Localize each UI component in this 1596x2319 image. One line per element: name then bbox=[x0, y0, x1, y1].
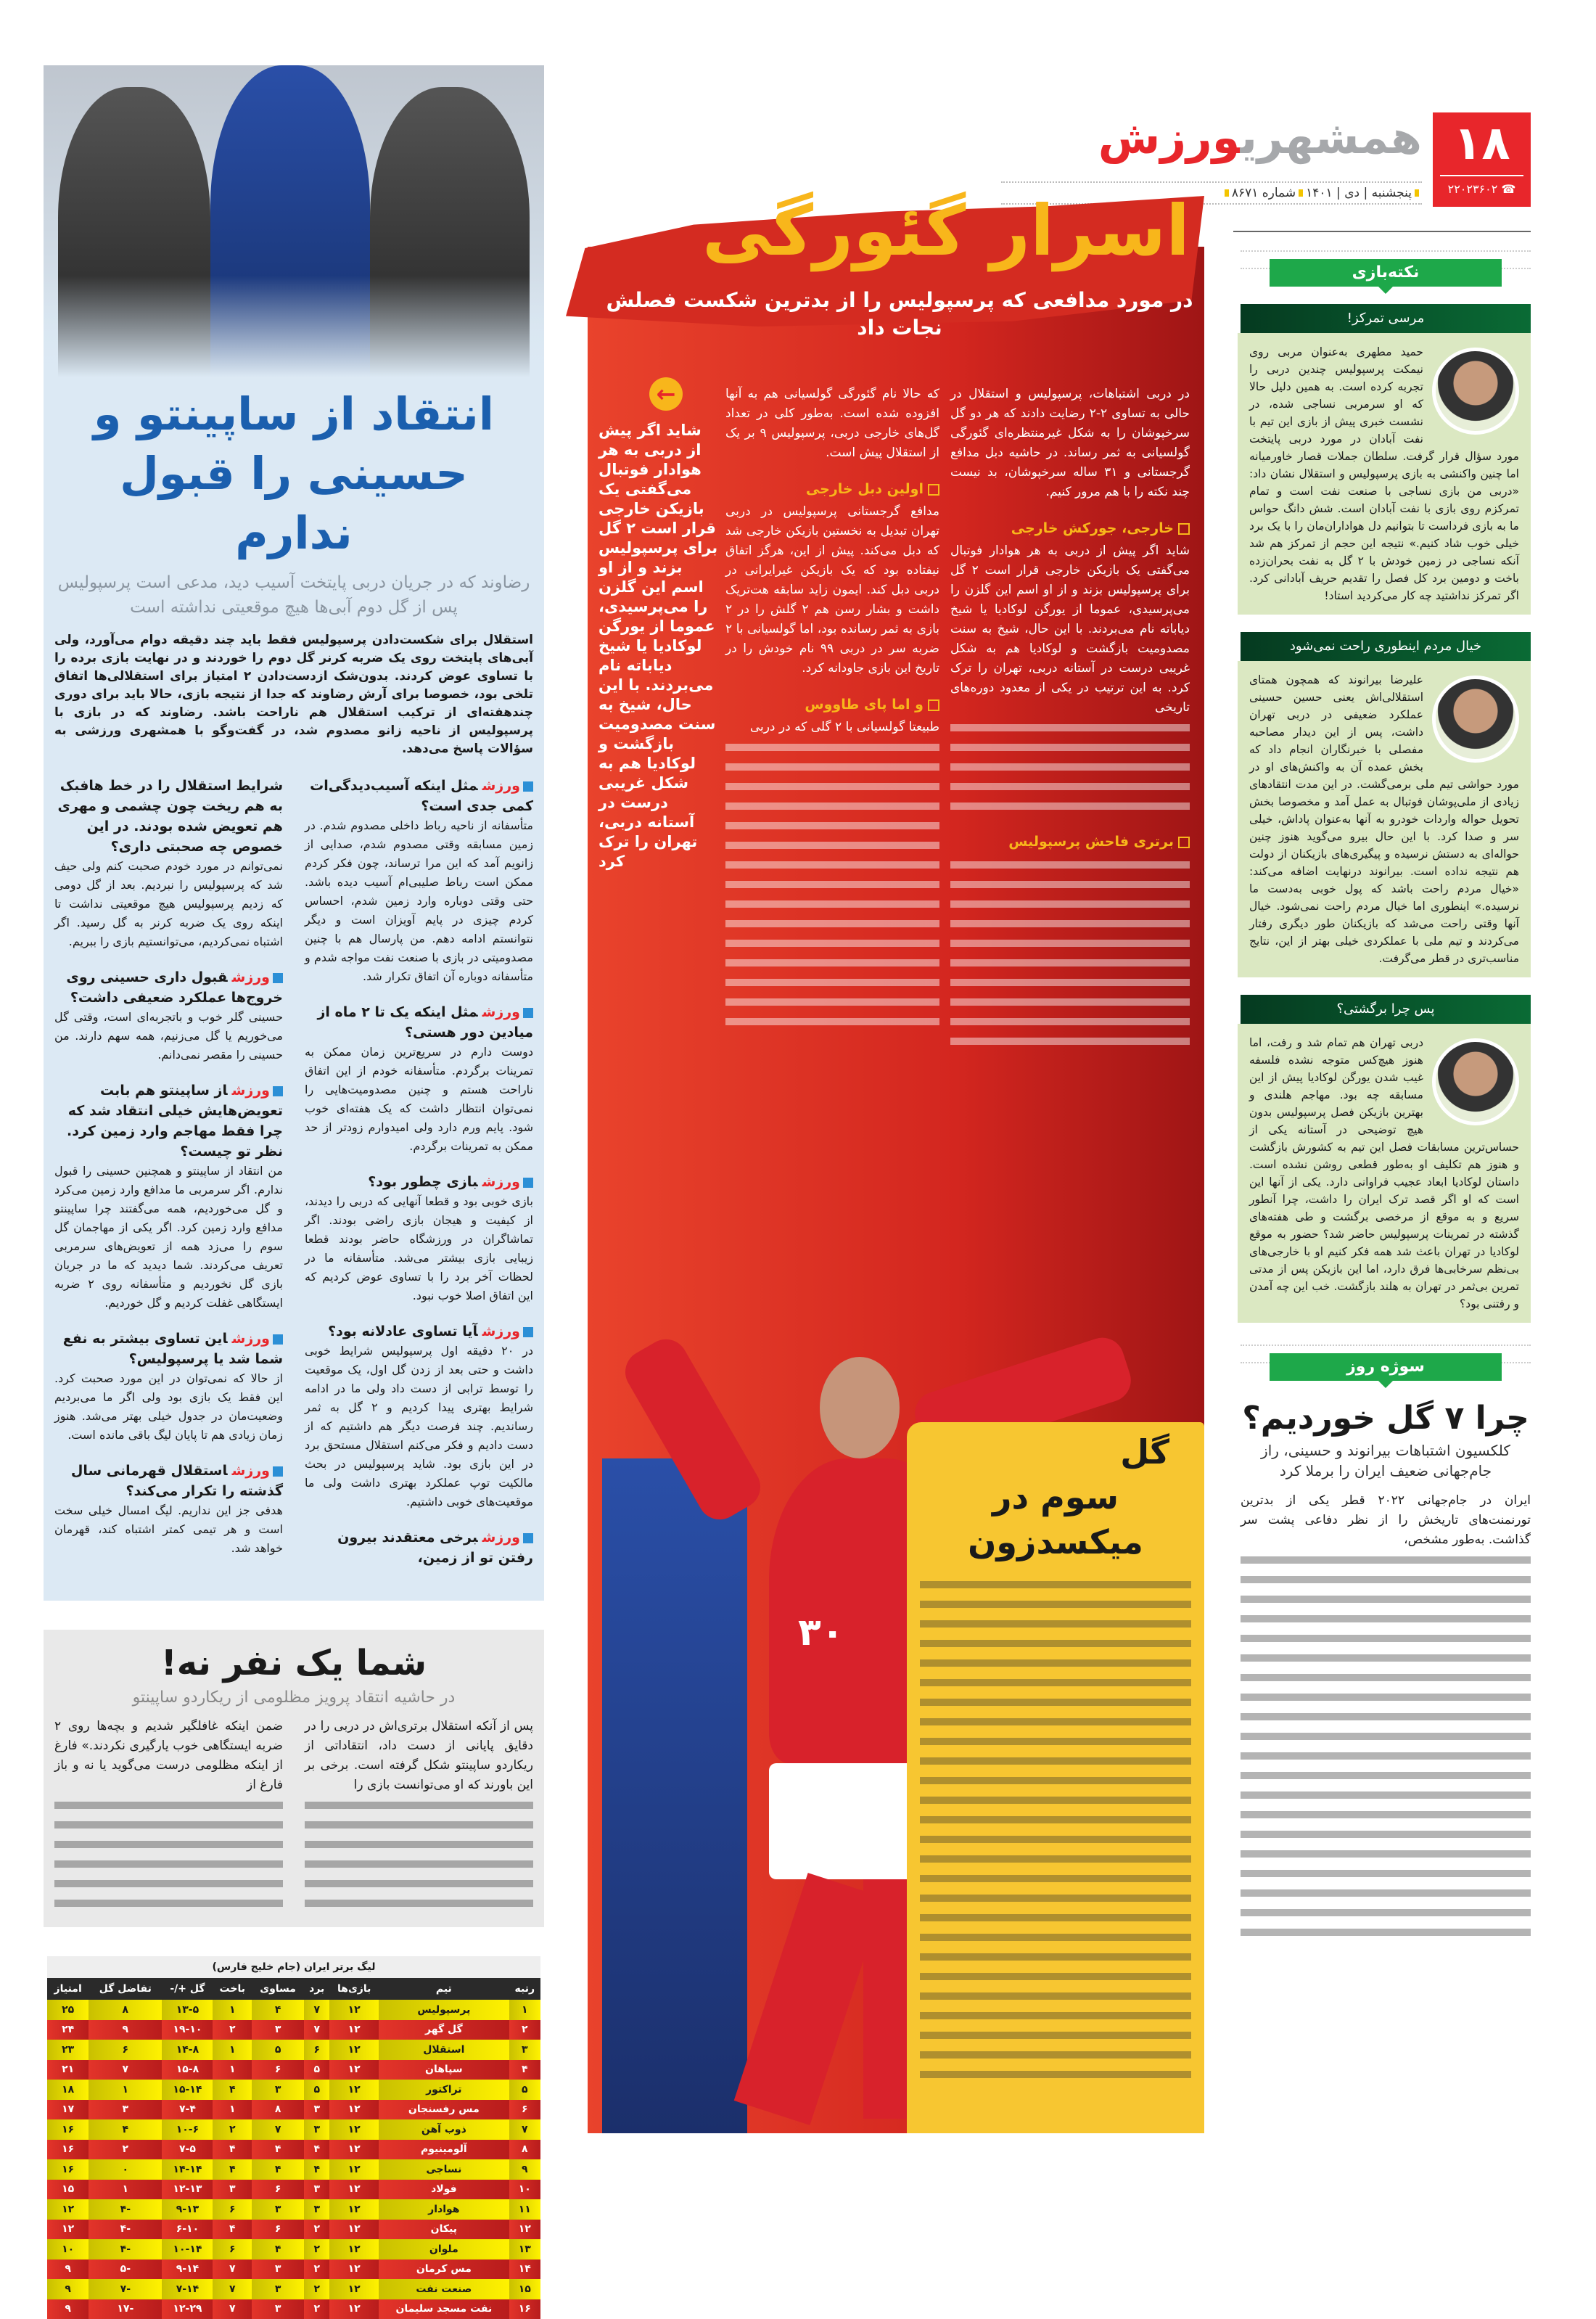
table-cell: ۱۵-۸ bbox=[162, 2060, 213, 2080]
story-tag: سوژه روز bbox=[1270, 1353, 1502, 1381]
table-cell: ۴ bbox=[304, 2140, 329, 2160]
table-cell: ۶ bbox=[304, 2040, 329, 2060]
table-cell: ۱۶ bbox=[47, 2119, 89, 2140]
table-cell: ۱۲ bbox=[329, 2020, 379, 2040]
table-row bbox=[47, 2000, 540, 2020]
text-lines bbox=[950, 718, 1190, 816]
question: ورزشآیا تساوی عادلانه بود؟ bbox=[305, 1321, 533, 1342]
table-cell: ۱۵ bbox=[509, 2279, 540, 2299]
table-cell: ۴ bbox=[89, 2119, 162, 2140]
table-cell: ۱۷ bbox=[47, 2100, 89, 2120]
page-number: ۱۸ bbox=[1440, 112, 1523, 176]
jersey-number: ۳۰ bbox=[798, 1611, 844, 1654]
brand-label: ورزش bbox=[482, 778, 520, 794]
qa-item bbox=[305, 1321, 533, 1511]
table-cell: ۳ bbox=[213, 2180, 252, 2200]
table-cell: ۳ bbox=[252, 2299, 304, 2319]
brand-label: ورزش bbox=[232, 1083, 270, 1099]
table-cell: ۱۵ bbox=[47, 2180, 89, 2200]
table-cell: استقلال bbox=[379, 2040, 509, 2060]
table-cell: ۲ bbox=[213, 2119, 252, 2140]
date-line: پنجشنبه | دی | ۱۴۰۱شماره ۸۶۷۱ bbox=[1001, 181, 1422, 205]
qa-columns bbox=[54, 776, 533, 1579]
text-lines bbox=[1241, 1550, 1531, 1942]
table-cell: ۷-۴ bbox=[162, 2100, 213, 2120]
table-cell: ۱۰-۱۴ bbox=[162, 2239, 213, 2260]
table-cell: ۲ bbox=[89, 2140, 162, 2160]
table-cell: ۱۳-۵ bbox=[162, 2000, 213, 2020]
table-cell: ۲ bbox=[509, 2020, 540, 2040]
league-table-title: لیگ برتر ایران (جام خلیج فارس) bbox=[47, 1956, 540, 1978]
table-cell: ۱ bbox=[213, 2040, 252, 2060]
side-story-text: ضمن اینکه غافلگیر شدیم و بچه‌ها روی ۲ ضربه ایستگاهی خوب یارگیری نکردند.» فارغ از اینکه مظلومی درست می‌گوید یا نه و باز فارغ از bbox=[54, 1717, 283, 1795]
table-cell: ۸ bbox=[252, 2100, 304, 2120]
table-row bbox=[47, 2159, 540, 2180]
table-cell: ۲۱ bbox=[47, 2060, 89, 2080]
answer: حسینی گلر خوب و باتجربه‌ای است، وقتی گل می‌خوریم یا گل می‌زنیم، همه سهم دارند. من حسینی را مقصر نمی‌دانم. bbox=[54, 1008, 283, 1064]
table-cell: ۹ bbox=[89, 2020, 162, 2040]
question: ورزشاین تساوی بیشتر به نفع شما شد یا پرسپولیس؟ bbox=[54, 1329, 283, 1369]
side-story-subtitle: در حاشیه انتقاد پرویز مظلومی از ریکاردو ساپینتو bbox=[54, 1686, 533, 1710]
section-heading: و اما پای طاووس bbox=[725, 694, 939, 715]
story-subtitle: کلکسیون اشتباهات بیرانوند و حسینی، راز جام‌جهانی ضعیف ایران را برملا کرد bbox=[1241, 1440, 1531, 1481]
table-cell: ۶ bbox=[213, 2199, 252, 2220]
table-cell: ۵ bbox=[304, 2080, 329, 2100]
table-row bbox=[47, 2299, 540, 2319]
table-cell: ۱۲ bbox=[329, 2299, 379, 2319]
text-lines bbox=[725, 737, 939, 1027]
table-cell: ۱۰ bbox=[509, 2180, 540, 2200]
qa-item bbox=[305, 776, 533, 986]
table-cell: فولاد bbox=[379, 2180, 509, 2200]
table-cell: ۹-۱۴ bbox=[162, 2260, 213, 2280]
players-photo bbox=[44, 65, 544, 377]
table-header: رتبه bbox=[509, 1978, 540, 2000]
qa-item bbox=[305, 1172, 533, 1305]
opponent-player bbox=[602, 1458, 747, 2133]
brand-icon bbox=[273, 973, 283, 983]
section-heading: برتری فاحش پرسپولیس bbox=[950, 832, 1190, 852]
note-box: دربی تهران هم تمام شد و رفت، اما هنوز هیچ‌کس متوجه نشده فلسفه غیب شدن یورگن لوکادیا پیش از این مسابقه چه بود. مهاجم هلندی و بهترین بازیکن فصل پرسپولیس بدون هیچ توضیحی در آستانه یکی از حساس‌ترین مسابقات فصل این تیم به کشورش بازگشت و هنوز هم تکلیف او به‌طور قطعی روشن نشده است. داستان لوکادیا ابعاد عجیب فراوانی دارد. یکی از آنها این است که او اگر قصد ترک ایران را داشت، چرا آنطور سریع و به موقع از مرخصی برگشت و طی هفته‌های گذشته در تمرینات پرسپولیس حاضر شد؟ حضور به موقع لوکادیا در تهران باعث شد همه فکر کنیم او با خارجی‌های بی‌نظم سرخابی‌ها فرق دارد، اما این بازیکن پس از مدتی تمرین بی‌ثمر در تهران به هلند بازگشت. خب این چه آمدن و رفتنی بود؟ bbox=[1238, 1024, 1531, 1323]
table-cell: ۴ bbox=[509, 2060, 540, 2080]
table-cell: ۳ bbox=[252, 2020, 304, 2040]
table-cell: ۷-۱۴ bbox=[162, 2279, 213, 2299]
box-heading: پس چرا برگشتی؟ bbox=[1241, 995, 1531, 1024]
table-cell: ۱۳ bbox=[509, 2239, 540, 2260]
table-header: بازی‌ها bbox=[329, 1978, 379, 2000]
table-cell: ملوان bbox=[379, 2239, 509, 2260]
table-cell: ۱۲ bbox=[329, 2060, 379, 2080]
table-row bbox=[47, 2239, 540, 2260]
table-cell: ۸ bbox=[509, 2140, 540, 2160]
table-cell: ۱ bbox=[213, 2100, 252, 2120]
checkbox-icon bbox=[928, 699, 939, 711]
table-cell: صنعت نفت bbox=[379, 2279, 509, 2299]
main-headline: اسرار گئورگی bbox=[725, 185, 1190, 276]
table-cell: ۱۲ bbox=[329, 2000, 379, 2020]
table-cell: ۴ bbox=[304, 2159, 329, 2180]
table-cell: ۱۲ bbox=[329, 2080, 379, 2100]
table-header: تفاضل گل bbox=[89, 1978, 162, 2000]
answer: هدفی جز این نداریم. لیگ امسال خیلی سخت است و هر تیمی کمتر اشتباه کند، قهرمان خواهد شد. bbox=[54, 1501, 283, 1558]
table-cell: مس رفسنجان bbox=[379, 2100, 509, 2120]
table-cell: ۶ bbox=[213, 2239, 252, 2260]
table-cell: ۲۳ bbox=[47, 2040, 89, 2060]
table-cell: ۱۱ bbox=[509, 2199, 540, 2220]
table-cell: ۱۲ bbox=[329, 2159, 379, 2180]
table-cell: ۴ bbox=[252, 2159, 304, 2180]
arrow-icon: ← bbox=[649, 377, 683, 411]
checkbox-icon bbox=[928, 484, 939, 496]
table-cell: آلومینیوم bbox=[379, 2140, 509, 2160]
table-cell: ۱ bbox=[89, 2180, 162, 2200]
qa-item bbox=[54, 1080, 283, 1313]
table-cell: ۵ bbox=[509, 2080, 540, 2100]
table-cell: ۶ bbox=[509, 2100, 540, 2120]
table-cell: ۴ bbox=[252, 2140, 304, 2160]
question: ورزشاز ساپینتو هم بابت تعویض‌هایش خیلی انتقاد شد که چرا فقط مهاجم وارد زمین کرد. نظر تو چیست؟ bbox=[54, 1080, 283, 1162]
table-header: مساوی bbox=[252, 1978, 304, 2000]
main-column-2: که حالا نام گئورگی گولسیانی هم به آنها افزوده شده است. به‌طور کلی در تعداد گل‌های خارجی دربی، پرسپولیس ۹ بر یک از استقلال پیش است. اولین دبل خارجی مدافع گرجستانی پرسپولیس در دربی تهران تبدیل به نخستین بازیکن خارجی شد که دبل می‌کند. پیش از این، هرگز اتفاق نیفتاده بود که یک بازیکن غیرایرانی در دربی دبل کند. ایمون زاید سابقه هت‌تریک داشت و بشار رسن هم ۲ گلش را در ۲ بازی به ثمر رسانده بود، اما گولسیانی با ۲ ضربه سر در دربی ۹۹ نام خودش را در تاریخ این بازی جاودانه کرد. و اما پای طاووس طبیعتا گولسیانی با ۲ گلی که در دربی bbox=[725, 385, 939, 1027]
table-cell: ۹ bbox=[47, 2299, 89, 2319]
table-cell: ۹ bbox=[47, 2279, 89, 2299]
interview-intro: استقلال برای شکست‌دادن پرسپولیس فقط باید چند دقیقه دوام می‌آورد، ولی آبی‌های پایتخت روی یک ضربه کرنر گل دوم را خوردند و در نهایت بازی برده را با تساوی عوض کردند. بدون‌شک ازدست‌دادن ۲ امتیاز برای استقلالی‌ها اتفاق تلخی بود، خصوصا برای آرش رضاوند که جدا از نتیجه بازی، حالا باید برای دوری چندهفته‌ای از ترکیب استقلال هم ناراحت باشد. رضاوند که در بازی با پرسپولیس از ناحیه زانو مصدوم شد، در گفت‌وگو با همشهری ورزشی به سؤالات پاسخ می‌دهد. bbox=[54, 631, 533, 758]
table-cell: ۶-۱۰ bbox=[162, 2220, 213, 2240]
answer: متأسفانه از ناحیه رباط داخلی مصدوم شدم. در زمین مسابقه وقتی مصدوم شدم، صدایی از زانویم آمد که این مرا ترساند، چون فکر کردم ممکن است رباط صلیبی‌ام آسیب دیده باشد. حتی وقتی دوباره وارد زمین شدم، احساس کردم چیزی در پایم آویزان است و دیگر نتوانستم ادامه دهم. من پارسال هم با چنین مصدومیتی در بازی با صنعت نفت مواجه شدم و متأسفانه دوباره آن اتفاق تکرار شد. bbox=[305, 816, 533, 986]
answer: دوست دارم در سریع‌ترین زمان ممکن به تمرینات برگردم. متأسفانه خودم از این اتفاق ناراحت هستم و چنین مصدومیت‌هایی را نمی‌توان انتظار داشت که یک هفته‌ای خوب شود. پایم ورم دارد ولی امیدوارم زودتر از حد ممکن به تمرینات برگردم. bbox=[305, 1043, 533, 1156]
goal-box-title: گل سوم در میکسدزون bbox=[920, 1429, 1191, 1564]
table-cell: ۱۲ bbox=[329, 2260, 379, 2280]
interview-article bbox=[44, 377, 544, 1601]
brand-icon bbox=[273, 1466, 283, 1477]
table-cell: ۲ bbox=[213, 2020, 252, 2040]
table-row bbox=[47, 2279, 540, 2299]
table-cell: تراکتور bbox=[379, 2080, 509, 2100]
table-cell: -۴ bbox=[89, 2199, 162, 2220]
table-cell: ۱۲ bbox=[329, 2040, 379, 2060]
main-column-1: در دربی اشتباهات، پرسپولیس و استقلال در حالی به تساوی ۲-۲ رضایت دادند که هر دو گل سرخپوشان را به شکل غیرمنتظره‌ای گئورگی گولسیانی به ثمر رساند. در حاشیه دبل مدافع گرجستانی و ۳۱ ساله سرخپوشان، بد نیست چند نکته را با هم مرور کنیم. خارجی، جورکش خارجی شاید اگر پیش از دربی به هر هوادار فوتبال می‌گفتی یک بازیکن خارجی قرار است ۲ گل برای پرسپولیس بزند و از او اسم این گلزن را می‌پرسیدی، عموما از یورگن لوکادیا یا شیخ دیاباته نام می‌بردند. با این حال، شیخ به سنت مصدومیت بازگشت و لوکادیا هم به شکل غریبی درست در آستانه دربی، تهران را ترک کرد. به این ترتیب در یکی از معدود دوره‌های تاریخی برتری فاحش پرسپولیس bbox=[950, 385, 1190, 1051]
answer: بازی خوبی بود و قطعا آنهایی که دربی را دیدند، از کیفیت و هیجان بازی راضی بودند. اگر تماشاگران در ورزشگاه حاضر بودند قطعا زیبایی بازی بیشتر می‌شد. متأسفانه ما در لحظات آخر برد را با تساوی عوض کردیم که این اتفاق اصلا خوب نبود. bbox=[305, 1192, 533, 1305]
brand-icon bbox=[523, 1178, 533, 1188]
goal-box bbox=[907, 1422, 1204, 2133]
table-cell: ۱۶ bbox=[47, 2159, 89, 2180]
box-heading: خیال مردم اینطوری راحت نمی‌شود bbox=[1241, 632, 1531, 661]
table-cell: ۱ bbox=[213, 2060, 252, 2080]
table-cell: ۴ bbox=[213, 2140, 252, 2160]
table-row bbox=[47, 2119, 540, 2140]
newspaper-logo: همشهریورزش bbox=[1001, 109, 1422, 167]
table-cell: ۴ bbox=[213, 2080, 252, 2100]
text-lines bbox=[54, 1795, 283, 1913]
table-cell: ۳ bbox=[252, 2260, 304, 2280]
pull-quote: شاید اگر پیش از دربی به هر هوادار فوتبال می‌گفتی یک بازیکن خارجی قرار است ۲ گل برای پرسپولیس بزند و از او اسم این گلزن را می‌پرسیدی، عموما از یورگن لوکادیا یا شیخ دیاباته نام می‌بردند. با این حال، شیخ به سنت مصدومیت بازگشت و لوکادیا هم به شکل غریبی درست در آستانه دربی، تهران را ترک کرد bbox=[598, 421, 718, 871]
question: ورزشاستقلال قهرمانی سال گذشته را تکرار می‌کند؟ bbox=[54, 1461, 283, 1501]
table-cell: ۳ bbox=[304, 2100, 329, 2120]
table-row bbox=[47, 2020, 540, 2040]
table-cell: ۱۲ bbox=[329, 2279, 379, 2299]
table-cell: ۱۲ bbox=[329, 2239, 379, 2260]
table-cell: مس کرمان bbox=[379, 2260, 509, 2280]
brand-label: ورزش bbox=[482, 1174, 520, 1190]
text-lines bbox=[920, 1575, 1191, 2082]
page-number-box bbox=[1433, 112, 1531, 207]
table-cell: ۲ bbox=[304, 2220, 329, 2240]
table-cell: ۴ bbox=[213, 2220, 252, 2240]
table-cell: ۱۲ bbox=[47, 2220, 89, 2240]
table-cell: ۷ bbox=[213, 2279, 252, 2299]
answer: نمی‌توانم در مورد خودم صحبت کنم ولی حیف شد که پرسپولیس را نبردیم. بعد از گل دومی که زدیم پرسپولیس هیچ موقعیتی نداشت تا اینکه روی یک ضربه کرنر به گل رسید. اگر اشتباه نمی‌کردیم، می‌توانستیم بازی را ببریم. bbox=[54, 857, 283, 951]
table-cell: ۵ bbox=[304, 2060, 329, 2080]
table-row bbox=[47, 2060, 540, 2080]
section-heading: خارجی، جورکش خارجی bbox=[950, 518, 1190, 538]
table-cell: ۳ bbox=[509, 2040, 540, 2060]
section-tag: نکته‌بازی bbox=[1270, 259, 1502, 287]
table-cell: ۲۵ bbox=[47, 2000, 89, 2020]
table-cell: ۸ bbox=[89, 2000, 162, 2020]
table-cell: ۲ bbox=[304, 2299, 329, 2319]
table-cell: ۱۲ bbox=[47, 2199, 89, 2220]
table-row bbox=[47, 2180, 540, 2200]
side-story-text: پس از آنکه استقلال برتری‌اش در دربی را در دقایق پایانی از دست داد، انتقاداتی از ریکاردو ساپینتو شکل گرفته است. برخی بر این باورند که او می‌توانست بازی را bbox=[305, 1717, 533, 1795]
table-cell: ۱۲ bbox=[509, 2220, 540, 2240]
table-cell: ۰ bbox=[89, 2159, 162, 2180]
table-cell: ۷-۵ bbox=[162, 2140, 213, 2160]
table-cell: ۱۲-۱۳ bbox=[162, 2180, 213, 2200]
note-box: علیرضا بیرانوند که همچون همتای استقلالی‌اش یعنی حسین حسینی عملکرد ضعیفی در دربی تهران داشت، پس از این دیدار مصاحبه مفصلی با خبرنگاران انجام داد که بخش عمده آن به واکنش‌های او در مورد حواشی تیم ملی برمی‌گشت. در این مدت انتقادهای زیادی از ملی‌پوشان فوتبال به عمل آمد و مخصوصا بخش تحویل حواله واردات خودرو به آنها به‌عنوان پاداش، خیلی سر و صدا کرد. با این حال بیرو می‌گوید هنوز چنین حواله‌ای به دستش نرسیده و پیگیری‌های بازیکنان از دولت هم نتیجه نداده است. بیرانوند درنهایت اضافه می‌کند: «خیال مردم راحت باشد که پول خوبی به‌دست ما نرسیده.» اینطوری اما خیال مردم راحت نمی‌شود. خیال آنها وقتی راحت می‌شد که بازیکنان طور دیگری رفتار می‌کردند و تیم ملی با عملکردی خیلی بهتر از این، نتایج مناسب‌تری در قطر می‌گرفت. bbox=[1238, 661, 1531, 977]
table-row bbox=[47, 2040, 540, 2060]
table-cell: ۳ bbox=[89, 2100, 162, 2120]
table-cell: -۱۷ bbox=[89, 2299, 162, 2319]
table-cell: ۵ bbox=[252, 2040, 304, 2060]
text-lines bbox=[950, 855, 1190, 1051]
question: ورزشبرخی معتقدند بیرون رفتن تو از زمین، bbox=[305, 1527, 533, 1568]
table-cell: ۱۲ bbox=[329, 2180, 379, 2200]
table-cell: ۱۲ bbox=[329, 2119, 379, 2140]
player-avatar bbox=[1432, 1038, 1519, 1125]
table-cell: -۵ bbox=[89, 2260, 162, 2280]
brand-label: ورزش bbox=[482, 1004, 520, 1020]
qa-item bbox=[54, 1329, 283, 1445]
table-cell: ۱۴-۱۴ bbox=[162, 2159, 213, 2180]
table-cell: ۴ bbox=[213, 2159, 252, 2180]
table-cell: ۱۶ bbox=[509, 2299, 540, 2319]
table-cell: ۹ bbox=[47, 2260, 89, 2280]
table-cell: ۱۲ bbox=[329, 2199, 379, 2220]
note-box: حمید مطهری به‌عنوان مربی روی نیمکت پرسپولیس چندین دربی را تجربه کرده است. به همین دلیل حالا که او سرمربی نساجی شده، در نشست خبری پیش از بازی این تیم با نفت آبادان در مورد دربی پایتخت مورد سؤال قرار گرفت. سلطان جملات قصار خاورمیانه اما چنین واکنشی به بازی پرسپولیس و استقلال نشان داد: «دربی من بازی نساجی با صنعت نفت است و تمام تمرکزم روی بازی با نفت آبادان است. شش دانگ حواس ما به بازی فرداست تا بتوانیم دل هواداران‌مان را با یک برد خیلی خوب شاد کنیم.» نتیجه این حجم از تمرکز هم شد آنکه نساجی در زمین خودش با ۲ گل به نفت بحران‌زده باخت و دومین برد کل فصل را تقدیم حریف آبادانی کرد. اگر تمرکز نداشتید چه کار می‌کردید استاد! bbox=[1238, 333, 1531, 615]
table-cell: ۶ bbox=[252, 2060, 304, 2080]
qa-item bbox=[54, 776, 283, 951]
table-cell: ۳ bbox=[252, 2279, 304, 2299]
table-cell: ۱۲ bbox=[329, 2100, 379, 2120]
brand-label: ورزش bbox=[482, 1323, 520, 1339]
table-header: تیم bbox=[379, 1978, 509, 2000]
table-cell: ۱ bbox=[213, 2000, 252, 2020]
table-cell: پرسپولیس bbox=[379, 2000, 509, 2020]
table-cell: ۱۸ bbox=[47, 2080, 89, 2100]
phone-icon: ☎ bbox=[1501, 182, 1515, 196]
story-title: چرا ۷ گل خوردیم؟ bbox=[1241, 1397, 1531, 1440]
coach-avatar bbox=[1432, 348, 1519, 435]
interview-lead: رضاوند که در جریان دربی پایتخت آسیب دید، مدعی است پرسپولیس پس از گل دوم آبی‌ها هیچ موقعیتی نداشته است bbox=[54, 570, 533, 620]
table-cell: ۶ bbox=[252, 2180, 304, 2200]
table-row bbox=[47, 2260, 540, 2280]
table-row bbox=[47, 2100, 540, 2120]
table-cell: ۷ bbox=[89, 2060, 162, 2080]
section-heading: اولین دبل خارجی bbox=[725, 479, 939, 499]
answer: از حالا که نمی‌توان در این مورد صحبت کرد. این فقط یک بازی بود ولی اگر ما می‌بردیم وضعیت‌مان در جدول خیلی بهتر می‌شد. هنوز زمان زیادی هم تا پایان لیگ باقی مانده است. bbox=[54, 1369, 283, 1445]
brand-icon bbox=[523, 1008, 533, 1018]
main-subtitle: در مورد مدافعی که پرسپولیس را از بدترین شکست فصلش نجات داد bbox=[602, 287, 1197, 342]
checkbox-icon bbox=[1178, 523, 1190, 535]
table-cell: ۴ bbox=[252, 2000, 304, 2020]
answer: من انتقاد از ساپینتو و همچنین حسینی را قبول ندارم. اگر سرمربی ما مدافع وارد زمین می‌کرد و گل می‌خوردیم، همه می‌گفتند چرا ساپینتو مدافع وارد زمین کرد. اگر یکی از مهاجمان گل سوم را می‌زد همه از تعویض‌های سرمربی تعریف می‌کردند. شما دیدید که ما در جریان بازی گل نخوردیم و متأسفانه روی ۲ ضربه ایستگاهی غفلت کردیم و گل خوردیم. bbox=[54, 1162, 283, 1313]
table-cell: ۱۶ bbox=[47, 2140, 89, 2160]
answer: در ۲۰ دقیقه اول پرسپولیس شرایط خوبی داشت و حتی بعد از زدن گل اول، یک موقعیت را توسط ترابی از دست داد ولی ما در ادامه شرایط بهتری پیدا کردیم و ۲ گل به ثمر رساندیم. چند فرصت دیگر هم داشتیم که از دست دادیم و فکر می‌کنم استقلال مستحق برد در این بازی بود. شاید پرسپولیس در بحث مالکیت توپ عملکرد بهتری داشت ولی ما موقعیت‌های خوبی داشتیم. bbox=[305, 1342, 533, 1511]
table-cell: ۱۴-۸ bbox=[162, 2040, 213, 2060]
table-cell: ۲ bbox=[304, 2260, 329, 2280]
table-cell: ۷ bbox=[252, 2119, 304, 2140]
table-cell: ۳ bbox=[304, 2180, 329, 2200]
table-row bbox=[47, 2080, 540, 2100]
table-cell: ۹-۱۳ bbox=[162, 2199, 213, 2220]
table-cell: هوادار bbox=[379, 2199, 509, 2220]
divider bbox=[1233, 231, 1531, 232]
interview-headline: انتقاد از ساپینتو و حسینی را قبول ندارم bbox=[54, 385, 533, 563]
table-cell: ۷ bbox=[213, 2299, 252, 2319]
table-cell: -۷ bbox=[89, 2279, 162, 2299]
side-story-title: شما یک نفر نه! bbox=[54, 1640, 533, 1686]
question: ورزشمثل اینکه آسیب‌دیدگی‌ات کمی جدی است؟ bbox=[305, 776, 533, 816]
table-cell: ۹ bbox=[509, 2159, 540, 2180]
left-column bbox=[44, 65, 544, 2319]
table-cell: ۱۴ bbox=[509, 2260, 540, 2280]
table-cell: ۷ bbox=[304, 2020, 329, 2040]
question: شرایط استقلال را در خط هافبک به هم ریخت چون چشمی و مهری هم تعویض شده بودند. در این خصوص چه صحبتی داری؟ bbox=[54, 776, 283, 857]
table-cell: ۱۰ bbox=[47, 2239, 89, 2260]
table-row bbox=[47, 2199, 540, 2220]
table-cell: نفت مسجد سلیمان bbox=[379, 2299, 509, 2319]
table-cell: ۷ bbox=[213, 2260, 252, 2280]
table-cell: ۳ bbox=[304, 2199, 329, 2220]
table-cell: -۴ bbox=[89, 2239, 162, 2260]
table-cell: ۱ bbox=[509, 2000, 540, 2020]
brand-label: ورزش bbox=[232, 1331, 270, 1347]
qa-item bbox=[305, 1527, 533, 1568]
brand-icon bbox=[273, 1086, 283, 1096]
table-cell: پیکان bbox=[379, 2220, 509, 2240]
table-cell: ۳ bbox=[252, 2080, 304, 2100]
table-cell: ۱۲-۲۹ bbox=[162, 2299, 213, 2319]
table-cell: ۳ bbox=[304, 2119, 329, 2140]
table-cell: ۱۵-۱۴ bbox=[162, 2080, 213, 2100]
brand-icon bbox=[273, 1334, 283, 1345]
table-cell: نساجی bbox=[379, 2159, 509, 2180]
table-cell: ۳ bbox=[252, 2199, 304, 2220]
table-cell: ذوب آهن bbox=[379, 2119, 509, 2140]
checkbox-icon bbox=[1178, 837, 1190, 848]
table-cell: -۴ bbox=[89, 2220, 162, 2240]
league-table bbox=[47, 1978, 540, 2319]
table-cell: ۴ bbox=[252, 2239, 304, 2260]
table-cell: ۷ bbox=[304, 2000, 329, 2020]
brand-icon bbox=[523, 1533, 533, 1543]
story-text: ایران در جام‌جهانی ۲۰۲۲ قطر یکی از بدترین تورنمنت‌های تاریخش را از نظر دفاعی پشت سر گذاشت. به‌طور مشخص، bbox=[1241, 1491, 1531, 1550]
table-cell: ۶ bbox=[252, 2220, 304, 2240]
table-cell: ۱۰-۶ bbox=[162, 2119, 213, 2140]
table-cell: ۲ bbox=[304, 2239, 329, 2260]
table-header: گل +/- bbox=[162, 1978, 213, 2000]
brand-label: ورزش bbox=[232, 1463, 270, 1479]
table-header: امتیاز bbox=[47, 1978, 89, 2000]
table-row bbox=[47, 2220, 540, 2240]
question: ورزشبازی چطور بود؟ bbox=[305, 1172, 533, 1192]
table-cell: ۶ bbox=[89, 2040, 162, 2060]
table-cell: ۱۹-۱۰ bbox=[162, 2020, 213, 2040]
table-cell: ۱۲ bbox=[329, 2140, 379, 2160]
table-cell: سپاهان bbox=[379, 2060, 509, 2080]
qa-item bbox=[305, 1002, 533, 1156]
question: ورزشقبول داری حسینی روی خروج‌ها عملکرد ضعیفی داشت؟ bbox=[54, 967, 283, 1008]
qa-item bbox=[54, 1461, 283, 1558]
side-story-box bbox=[44, 1630, 544, 1927]
question: ورزشمثل اینکه یک تا ۲ ماه از میادین دور هستی؟ bbox=[305, 1002, 533, 1043]
brand-icon bbox=[523, 781, 533, 792]
text-lines bbox=[305, 1795, 533, 1913]
table-cell: ۱ bbox=[89, 2080, 162, 2100]
table-header: باخت bbox=[213, 1978, 252, 2000]
table-cell: ۲۴ bbox=[47, 2020, 89, 2040]
qa-item bbox=[54, 967, 283, 1064]
box-heading: مرسی تمرکز! bbox=[1241, 304, 1531, 333]
table-row bbox=[47, 2140, 540, 2160]
table-cell: گل گهر bbox=[379, 2020, 509, 2040]
table-cell: ۲ bbox=[304, 2279, 329, 2299]
phone-number: ۲۲۰۲۳۶۰۲ bbox=[1448, 182, 1498, 196]
table-cell: ۷ bbox=[509, 2119, 540, 2140]
table-cell: ۱۲ bbox=[329, 2220, 379, 2240]
table-header: برد bbox=[304, 1978, 329, 2000]
brand-label: ورزش bbox=[482, 1530, 520, 1546]
brand-icon bbox=[523, 1327, 533, 1337]
right-sidebar bbox=[1241, 250, 1531, 1942]
goalkeeper-avatar bbox=[1432, 676, 1519, 763]
brand-label: ورزش bbox=[232, 969, 270, 985]
